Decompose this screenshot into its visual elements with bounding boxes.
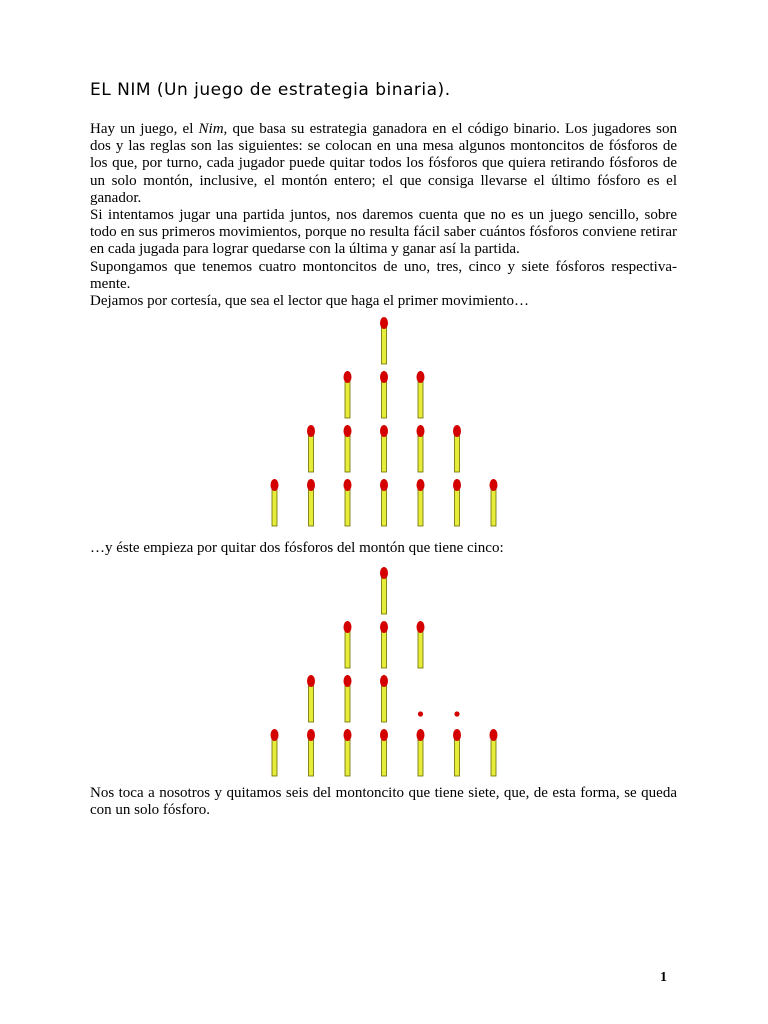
- matches-pyramid-after-move: [0, 560, 768, 780]
- paragraph-difficulty: Si intentamos jugar una partida juntos, nos daremos cuenta que no es un juego sencillo, sobre todo en sus primeros movimientos, porque no resulta fácil saber cuántos fósforos conviene retirar en cada jugada para lograr quedarse con la última y ganar así la partida.: [90, 207, 677, 258]
- matches-figure-after-move: [0, 560, 768, 780]
- match-icon: [417, 621, 425, 668]
- match-icon: [344, 371, 352, 418]
- matches-pyramid-initial: [0, 310, 768, 535]
- match-icon: [344, 425, 352, 472]
- caption-first-move: [90, 540, 677, 557]
- page-number: 1: [660, 970, 667, 985]
- match-icon: [380, 567, 388, 614]
- match-icon: [453, 425, 461, 472]
- paragraph-rules-part1: Hay un juego, el: [90, 121, 199, 137]
- intro-text: [90, 121, 677, 310]
- page-title: EL NIM (Un juego de estrategia binaria).: [90, 80, 451, 100]
- paragraph-first-move: …y éste empieza por quitar dos fósforos del montón que tiene cinco:: [90, 540, 504, 556]
- match-icon: [380, 729, 388, 776]
- match-icon: [380, 479, 388, 526]
- match-icon: [417, 479, 425, 526]
- removed-match-marker: [418, 711, 423, 716]
- caption-second-move: [90, 785, 677, 819]
- match-icon: [344, 729, 352, 776]
- match-icon: [380, 425, 388, 472]
- match-icon: [344, 479, 352, 526]
- match-icon: [380, 371, 388, 418]
- match-icon: [453, 479, 461, 526]
- match-icon: [490, 729, 498, 776]
- match-icon: [307, 479, 315, 526]
- paragraph-rules: [90, 121, 677, 207]
- match-icon: [380, 675, 388, 722]
- game-name-emphasis: Nim: [198, 121, 224, 137]
- match-icon: [271, 729, 279, 776]
- removed-match-marker: [454, 711, 459, 716]
- match-icon: [453, 729, 461, 776]
- paragraph-courtesy: Dejamos por cortesía, que sea el lector que haga el primer movimiento…: [90, 293, 530, 310]
- match-icon: [417, 371, 425, 418]
- match-icon: [307, 675, 315, 722]
- match-icon: [380, 621, 388, 668]
- paragraph-second-move: Nos toca a nosotros y quitamos seis del montoncito que tiene siete, que, de esta forma, se queda con un solo fósforo.: [90, 785, 677, 819]
- matches-figure-initial: [0, 310, 768, 535]
- match-icon: [344, 621, 352, 668]
- paragraph-setup: Supongamos que tenemos cuatro montoncitos de uno, tres, cinco y siete fósforos respectiva-mente.: [90, 258, 677, 292]
- match-icon: [307, 425, 315, 472]
- match-icon: [271, 479, 279, 526]
- match-icon: [490, 479, 498, 526]
- paragraph-rules-part2: , que basa su estrategia ganadora en el código binario. Los jugadores son dos y las reglas son las siguientes: se colocan en una mesa algunos montoncitos de fósforos de los que, por turno, cada jugador puede quitar todos los fósforos que quiera retirando fósforos de un solo montón, inclusive, el montón entero; el que consiga llevarse el último fósforo es el ganador.: [90, 121, 677, 206]
- match-icon: [417, 729, 425, 776]
- match-icon: [344, 675, 352, 722]
- match-icon: [417, 425, 425, 472]
- match-icon: [380, 317, 388, 364]
- match-icon: [307, 729, 315, 776]
